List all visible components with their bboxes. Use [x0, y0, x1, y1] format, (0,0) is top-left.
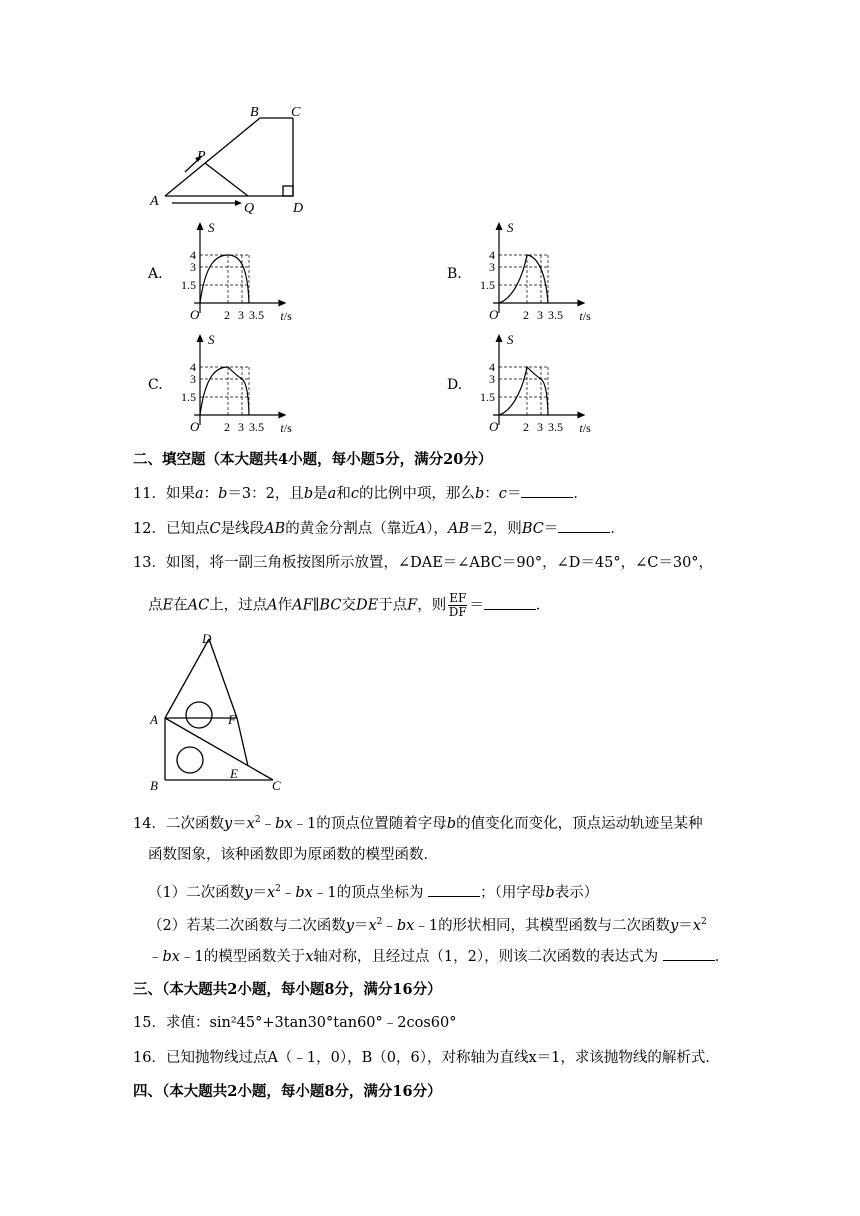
triangle-set-figure [140, 628, 300, 796]
label-B: B [150, 778, 158, 793]
question-11: 11．如果a：b＝3：2，且b是a和c的比例中项，那么b：c＝ ． [133, 483, 588, 504]
label-C: C [291, 105, 301, 120]
option-d-graph [471, 330, 601, 440]
tick-y4: 4 [190, 248, 196, 262]
tick-x2: 2 [523, 420, 529, 434]
s-axis-label: S [507, 220, 514, 235]
tick-y15: 1.5 [480, 278, 495, 292]
answer-blank-14-2[interactable] [663, 946, 715, 961]
section-2-heading: 二、填空题（本大题共4小题，每小题5分，满分20分） [133, 451, 493, 468]
t-axis-label: t/s [280, 309, 292, 323]
question-15: 15．求值：sin²45°+3tan30°tan60°﹣2cos60° [133, 1015, 457, 1031]
tick-x35: 3.5 [249, 308, 264, 322]
option-b-graph [471, 218, 601, 328]
question-14-part1: （1）二次函数$y=x^2﹣bx﹣1$的顶点坐标为 ；（用字母b表示） [148, 879, 598, 903]
label-D: D [293, 201, 304, 216]
label-A: A [150, 712, 158, 727]
origin-label: O [190, 419, 200, 434]
question-13-line1: 13．如图，将一副三角板按图所示放置，∠DAE＝∠ABC＝90°，∠D＝45°，∠C＝30°， [133, 555, 714, 571]
answer-blank-12[interactable] [558, 518, 610, 533]
t-axis-label: t/s [280, 421, 292, 435]
question-14-part2-line1: （2）若某二次函数与二次函数$y=x^2﹣bx﹣1$的形状相同，其模型函数与二次函数$y=x^2$ [148, 917, 707, 934]
tick-x35: 3.5 [548, 420, 563, 434]
tick-x3: 3 [238, 420, 244, 434]
x-axis-arrow [577, 300, 585, 307]
tick-x35: 3.5 [249, 420, 264, 434]
y-axis-arrow [496, 222, 503, 230]
answer-blank-11[interactable] [521, 483, 573, 498]
origin-label: O [190, 307, 200, 322]
x-axis-arrow [278, 412, 286, 419]
t-axis-label: t/s [579, 421, 591, 435]
question-13-line2: 点E在AC上，过点A作AF∥BC交DE于点F，则 $\frac{EF}{DF}$ ＝ ． [148, 591, 551, 619]
tick-x3: 3 [537, 420, 543, 434]
y-axis-arrow [197, 334, 204, 342]
question-16: 16．已知抛物线过点A（﹣1，0），B（0，6），对称轴为直线x＝1，求该抛物线的解析式． [133, 1050, 720, 1066]
question-14-part2-line2: ﹣bx﹣1的模型函数关于x轴对称，且经过点（1，2），则该二次函数的表达式为 ． [148, 946, 729, 967]
curve-A [200, 255, 249, 303]
question-12: 12．已知点C是线段AB的黄金分割点（靠近A），AB＝2，则BC＝ ． [133, 518, 625, 539]
origin-label: O [489, 419, 499, 434]
tick-x35: 3.5 [548, 308, 563, 322]
answer-blank-13[interactable] [484, 595, 536, 610]
origin-label: O [489, 307, 499, 322]
t-axis-label: t/s [579, 309, 591, 323]
tick-y3: 3 [190, 260, 196, 274]
curve-C [200, 367, 249, 415]
option-d-label: D. [447, 377, 463, 393]
tick-x2: 2 [224, 308, 230, 322]
question-14-line2: 函数图象，该种函数即为原函数的模型函数． [148, 847, 438, 863]
tick-x3: 3 [238, 308, 244, 322]
tick-y4: 4 [190, 360, 196, 374]
tick-y4: 4 [489, 360, 495, 374]
label-F: F [228, 712, 236, 727]
tick-y4: 4 [489, 248, 495, 262]
trapezoid-figure [140, 100, 320, 218]
option-a-graph [172, 218, 302, 328]
y-axis-arrow [197, 222, 204, 230]
option-c-label: C. [148, 377, 163, 393]
section-3-heading: 三、（本大题共2小题，每小题8分，满分16分） [133, 981, 442, 998]
label-B: B [250, 105, 259, 120]
label-Q: Q [244, 201, 255, 216]
label-E: E [230, 766, 238, 781]
tick-x2: 2 [523, 308, 529, 322]
x-axis-arrow [577, 412, 585, 419]
s-axis-label: S [507, 332, 514, 347]
x-axis-arrow [278, 300, 286, 307]
tick-y15: 1.5 [181, 278, 196, 292]
tick-y15: 1.5 [181, 390, 196, 404]
option-b-label: B. [447, 266, 462, 282]
tick-y3: 3 [489, 260, 495, 274]
tick-x3: 3 [537, 308, 543, 322]
section-4-heading: 四、（本大题共2小题，每小题8分，满分16分） [133, 1083, 442, 1100]
question-14-line1: 14．二次函数$y=x^2﹣bx﹣1$的顶点位置随着字母b的值变化而变化，顶点运动轨迹呈某种 [133, 815, 703, 832]
label-D: D [202, 631, 212, 646]
answer-blank-14-1[interactable] [428, 882, 480, 897]
fraction-ef-df: $\frac{EF}{DF}$ [448, 591, 467, 619]
tick-y3: 3 [190, 372, 196, 386]
option-a-label: A. [148, 266, 163, 282]
label-P: P [197, 149, 206, 164]
tick-y3: 3 [489, 372, 495, 386]
s-axis-label: S [208, 332, 215, 347]
y-axis-arrow [496, 334, 503, 342]
label-C: C [272, 778, 281, 793]
tick-x2: 2 [224, 420, 230, 434]
s-axis-label: S [208, 220, 215, 235]
tick-y15: 1.5 [480, 390, 495, 404]
label-A: A [150, 194, 159, 209]
option-c-graph [172, 330, 302, 440]
